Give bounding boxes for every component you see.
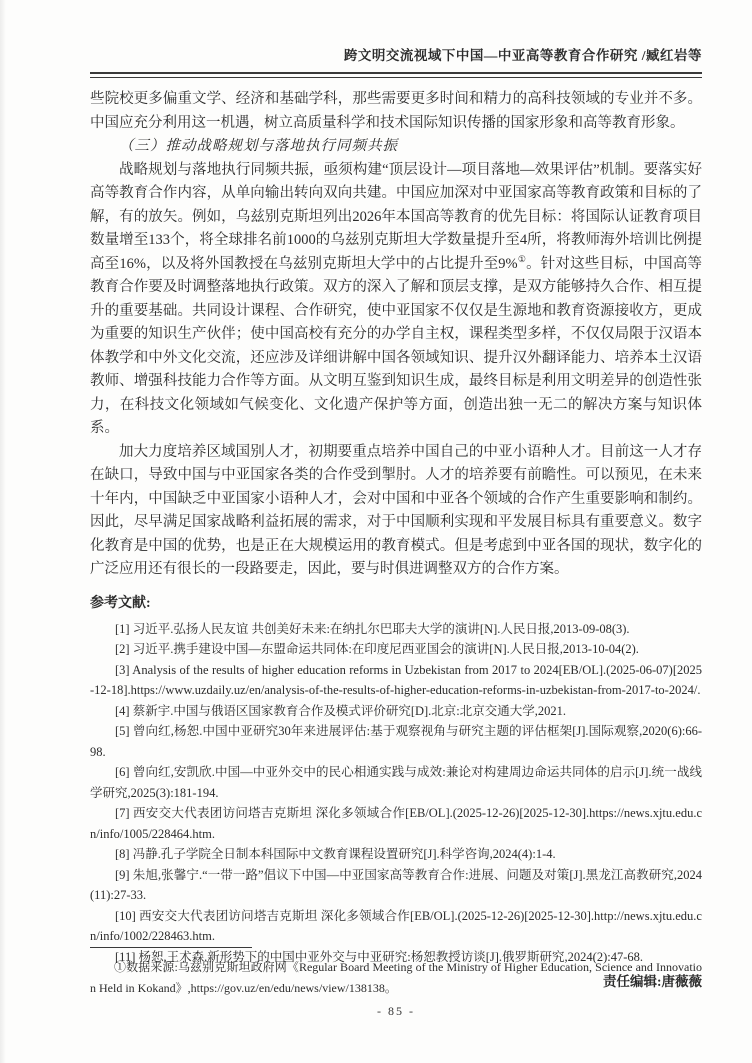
footnote-text — [90, 957, 702, 999]
references-heading: 参考文献: — [90, 595, 151, 611]
footnote-body: 数据来源:乌兹别克斯坦政府网《Regular Board Meeting of the Ministry of Higher Education, Science and Innovation Held in Kokand》,https://gov.uz/en/edu/news/view/138138。 — [90, 960, 702, 995]
paragraph-strategy — [90, 159, 702, 441]
reference-item: [7] 西安交大代表团访问塔吉克斯坦 深化多领域合作[EB/OL].(2025-12-26)[2025-12-30].https://news.xjtu.edu.cn/info/1005/228464.htm. — [90, 806, 702, 841]
reference-item: [11] 杨恕,王术森.新形势下的中国中亚外交与中亚研究:杨恕教授访谈[J].俄罗斯研究,2024(2):47-68. — [115, 949, 643, 964]
footnote-rule — [90, 947, 252, 948]
footnote-mark: ① — [114, 960, 127, 974]
reference-item: [5] 曾向红,杨恕.中国中亚研究30年来进展评估:基于观察视角与研究主题的评估框架[J].国际观察,2020(6):66-98. — [90, 724, 702, 759]
paragraph-strategy-text-continued: 。针对这些目标，中国高等教育合作要及时调整落地执行政策。双方的深入了解和顶层支撑，是双方能够持久合作、相互提升的重要基础。共同设计课程、合作研究，使中亚国家不仅仅是生源地和教育资源接收方，更成为重要的知识生产伙伴；使中国高校有充分的办学自主权，课程类型多样，不仅仅局限于汉语本体教学和中外文化交流，还应涉及详细讲解中国各领域知识、提升汉外翻译能力、培养本土汉语教师、增强科技能力合作等方面。从文明互鉴到知识生成，最终目标是利用文明差异的创造性张力，在科技文化领域如气候变化、文化遗产保护等方面，创造出独一无二的解决方案与知识体系。 — [90, 255, 702, 436]
responsible-editor: 责任编辑:唐薇薇 — [603, 974, 702, 989]
header-rule — [90, 72, 702, 78]
footnote-area — [90, 947, 702, 1019]
reference-item: [1] 习近平.弘扬人民友谊 共创美好未来:在纳扎尔巴耶夫大学的演讲[N].人民日报,2013-09-08(3). — [115, 621, 630, 636]
reference-item: [10] 西安交大代表团访问塔吉克斯坦 深化多领域合作[EB/OL].(2025-12-26)[2025-12-30].http://news.xjtu.edu.cn/info/1002/228463.htm. — [90, 908, 702, 943]
reference-item: [6] 曾向红,安凯欣.中国—中亚外交中的民心相通实践与成效:兼论对构建周边命运共同体的启示[J].统一战线学研究,2025(3):181-194. — [90, 765, 702, 800]
page-content — [90, 46, 702, 992]
paragraph-talent: 加大力度培养区域国别人才，初期要重点培养中国自己的中亚小语种人才。目前这一人才存在缺口，导致中国与中亚国家各类的合作受到掣肘。人才的培养要有前瞻性。可以预见，在未来十年内，中国缺乏中亚国家小语种人才，会对中国和中亚各个领域的合作产生重要影响和制约。因此，尽早满足国家战略利益拓展的需求，对于中国顺利实现和平发展目标具有重要意义。数字化教育是中国的优势，也是正在大规模运用的教育模式。但是考虑到中亚各国的现状，数字化的广泛应用还有很长的一段路要走，因此，要与时俱进调整双方的合作方案。 — [90, 443, 702, 577]
reference-item: [3] Analysis of the results of higher education reforms in Uzbekistan from 2017 to 2024[EB/OL].(2025-06-07)[2025-12-18].https://www.uzdaily.uz/en/analysis-of-the-results-of-higher-education-reforms-in-uzbekistan-from-2017-to-2024/. — [90, 662, 702, 697]
reference-item: [2] 习近平.携手建设中国—东盟命运共同体:在印度尼西亚国会的演讲[N].人民日报,2013-10-04(2). — [115, 642, 639, 656]
references-list — [90, 619, 702, 968]
reference-item: [8] 冯静.孔子学院全日制本科国际中文教育课程设置研究[J].科学咨询,2024(4):1-4. — [115, 847, 556, 861]
scan-edge-shadow — [0, 0, 6, 1063]
page-number: - 85 - — [377, 1004, 415, 1018]
reference-item: [4] 蔡新宇.中国与俄语区国家教育合作及模式评价研究[D].北京:北京交通大学,2021. — [115, 703, 567, 718]
paragraph-overflow: 些院校更多偏重文学、经济和基础学科，那些需要更多时间和精力的高科技领域的专业并不多。中国应充分利用这一机遇，树立高质量科学和技术国际知识传播的国家形象和高等教育形象。 — [90, 91, 702, 131]
footnote-reference-mark: ① — [517, 253, 527, 264]
reference-item: [9] 朱旭,张馨宁.“一带一路”倡议下中国—中亚国家高等教育合作:进展、问题及对策[J].黑龙江高教研究,2024(11):27-33. — [90, 867, 702, 902]
running-title: 跨文明交流视域下中国—中亚高等教育合作研究 /臧红岩等 — [343, 48, 702, 63]
section-heading: （三）推动战略规划与落地执行同频共振 — [119, 138, 398, 154]
paragraph-strategy-text: 战略规划与落地执行同频共振，亟须构建“顶层设计—项目落地—效果评估”机制。要落实好高等教育合作内容，从单向输出转向双向共建。中国应加深对中亚国家高等教育政策和目标的了解，有的放矢。例如，乌兹别克斯坦列出2026年本国高等教育的优先目标：将国际认证教育项目数量增至133个，将全球排名前1000的乌兹别克斯坦大学数量提升至4所，将教师海外培训比例提高至16%，以及将外国教授在乌兹别克斯坦大学中的占比提升至9% — [90, 161, 702, 272]
